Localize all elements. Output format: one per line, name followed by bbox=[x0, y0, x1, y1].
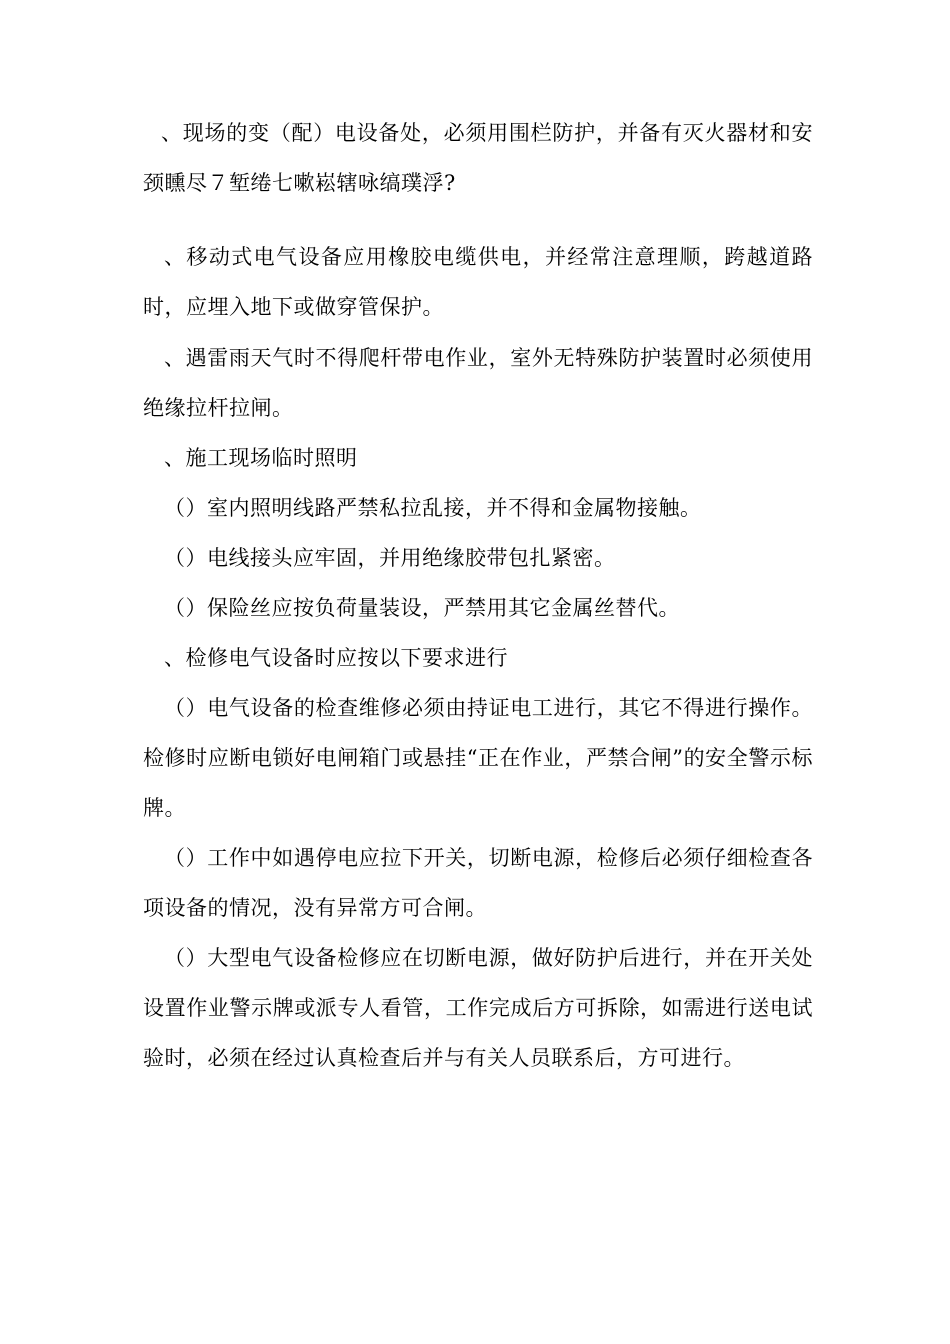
paragraph-indoor-wiring: （）室内照明线路严禁私拉乱接，并不得和金属物接触。 bbox=[164, 496, 702, 520]
paragraph-substation-fencing: 、现场的变（配）电设备处，必须用围栏防护，并备有灭火器材和安颈矄尽７堑绻七嗽崧辖咏缟璞浮? bbox=[143, 121, 813, 195]
paragraph-maintenance-heading: 、检修电气设备时应按以下要求进行 bbox=[164, 646, 508, 670]
paragraph-power-outage: （）工作中如遇停电应拉下开关，切断电源，检修后必须仔细检查各项设备的情况，没有异常方可合闸。 bbox=[143, 846, 813, 920]
paragraph-certified-electrician: （）电气设备的检查维修必须由持证电工进行，其它不得进行操作。检修时应断电锁好电闸箱门或悬挂“正在作业，严禁合闸”的安全警示标牌。 bbox=[143, 696, 813, 820]
paragraph-wire-joints: （）电线接头应牢固，并用绝缘胶带包扎紧密。 bbox=[164, 546, 616, 570]
paragraph-fuse-rule: （）保险丝应按负荷量装设，严禁用其它金属丝替代。 bbox=[164, 596, 680, 620]
paragraph-large-equipment: （）大型电气设备检修应在切断电源，做好防护后进行，并在开关处设置作业警示牌或派专人看管，工作完成后方可拆除，如需进行送电试验时，必须在经过认真检查后并与有关人员联系后，方可进行。 bbox=[143, 946, 813, 1070]
paragraph-thunderstorm-rule: 、遇雷雨天气时不得爬杆带电作业，室外无特殊防护装置时必须使用绝缘拉杆拉闸。 bbox=[143, 346, 813, 420]
paragraph-temporary-lighting-heading: 、施工现场临时照明 bbox=[164, 446, 358, 470]
paragraph-mobile-equipment-cable: 、移动式电气设备应用橡胶电缆供电，并经常注意理顺，跨越道路时，应埋入地下或做穿管保护。 bbox=[143, 245, 813, 319]
